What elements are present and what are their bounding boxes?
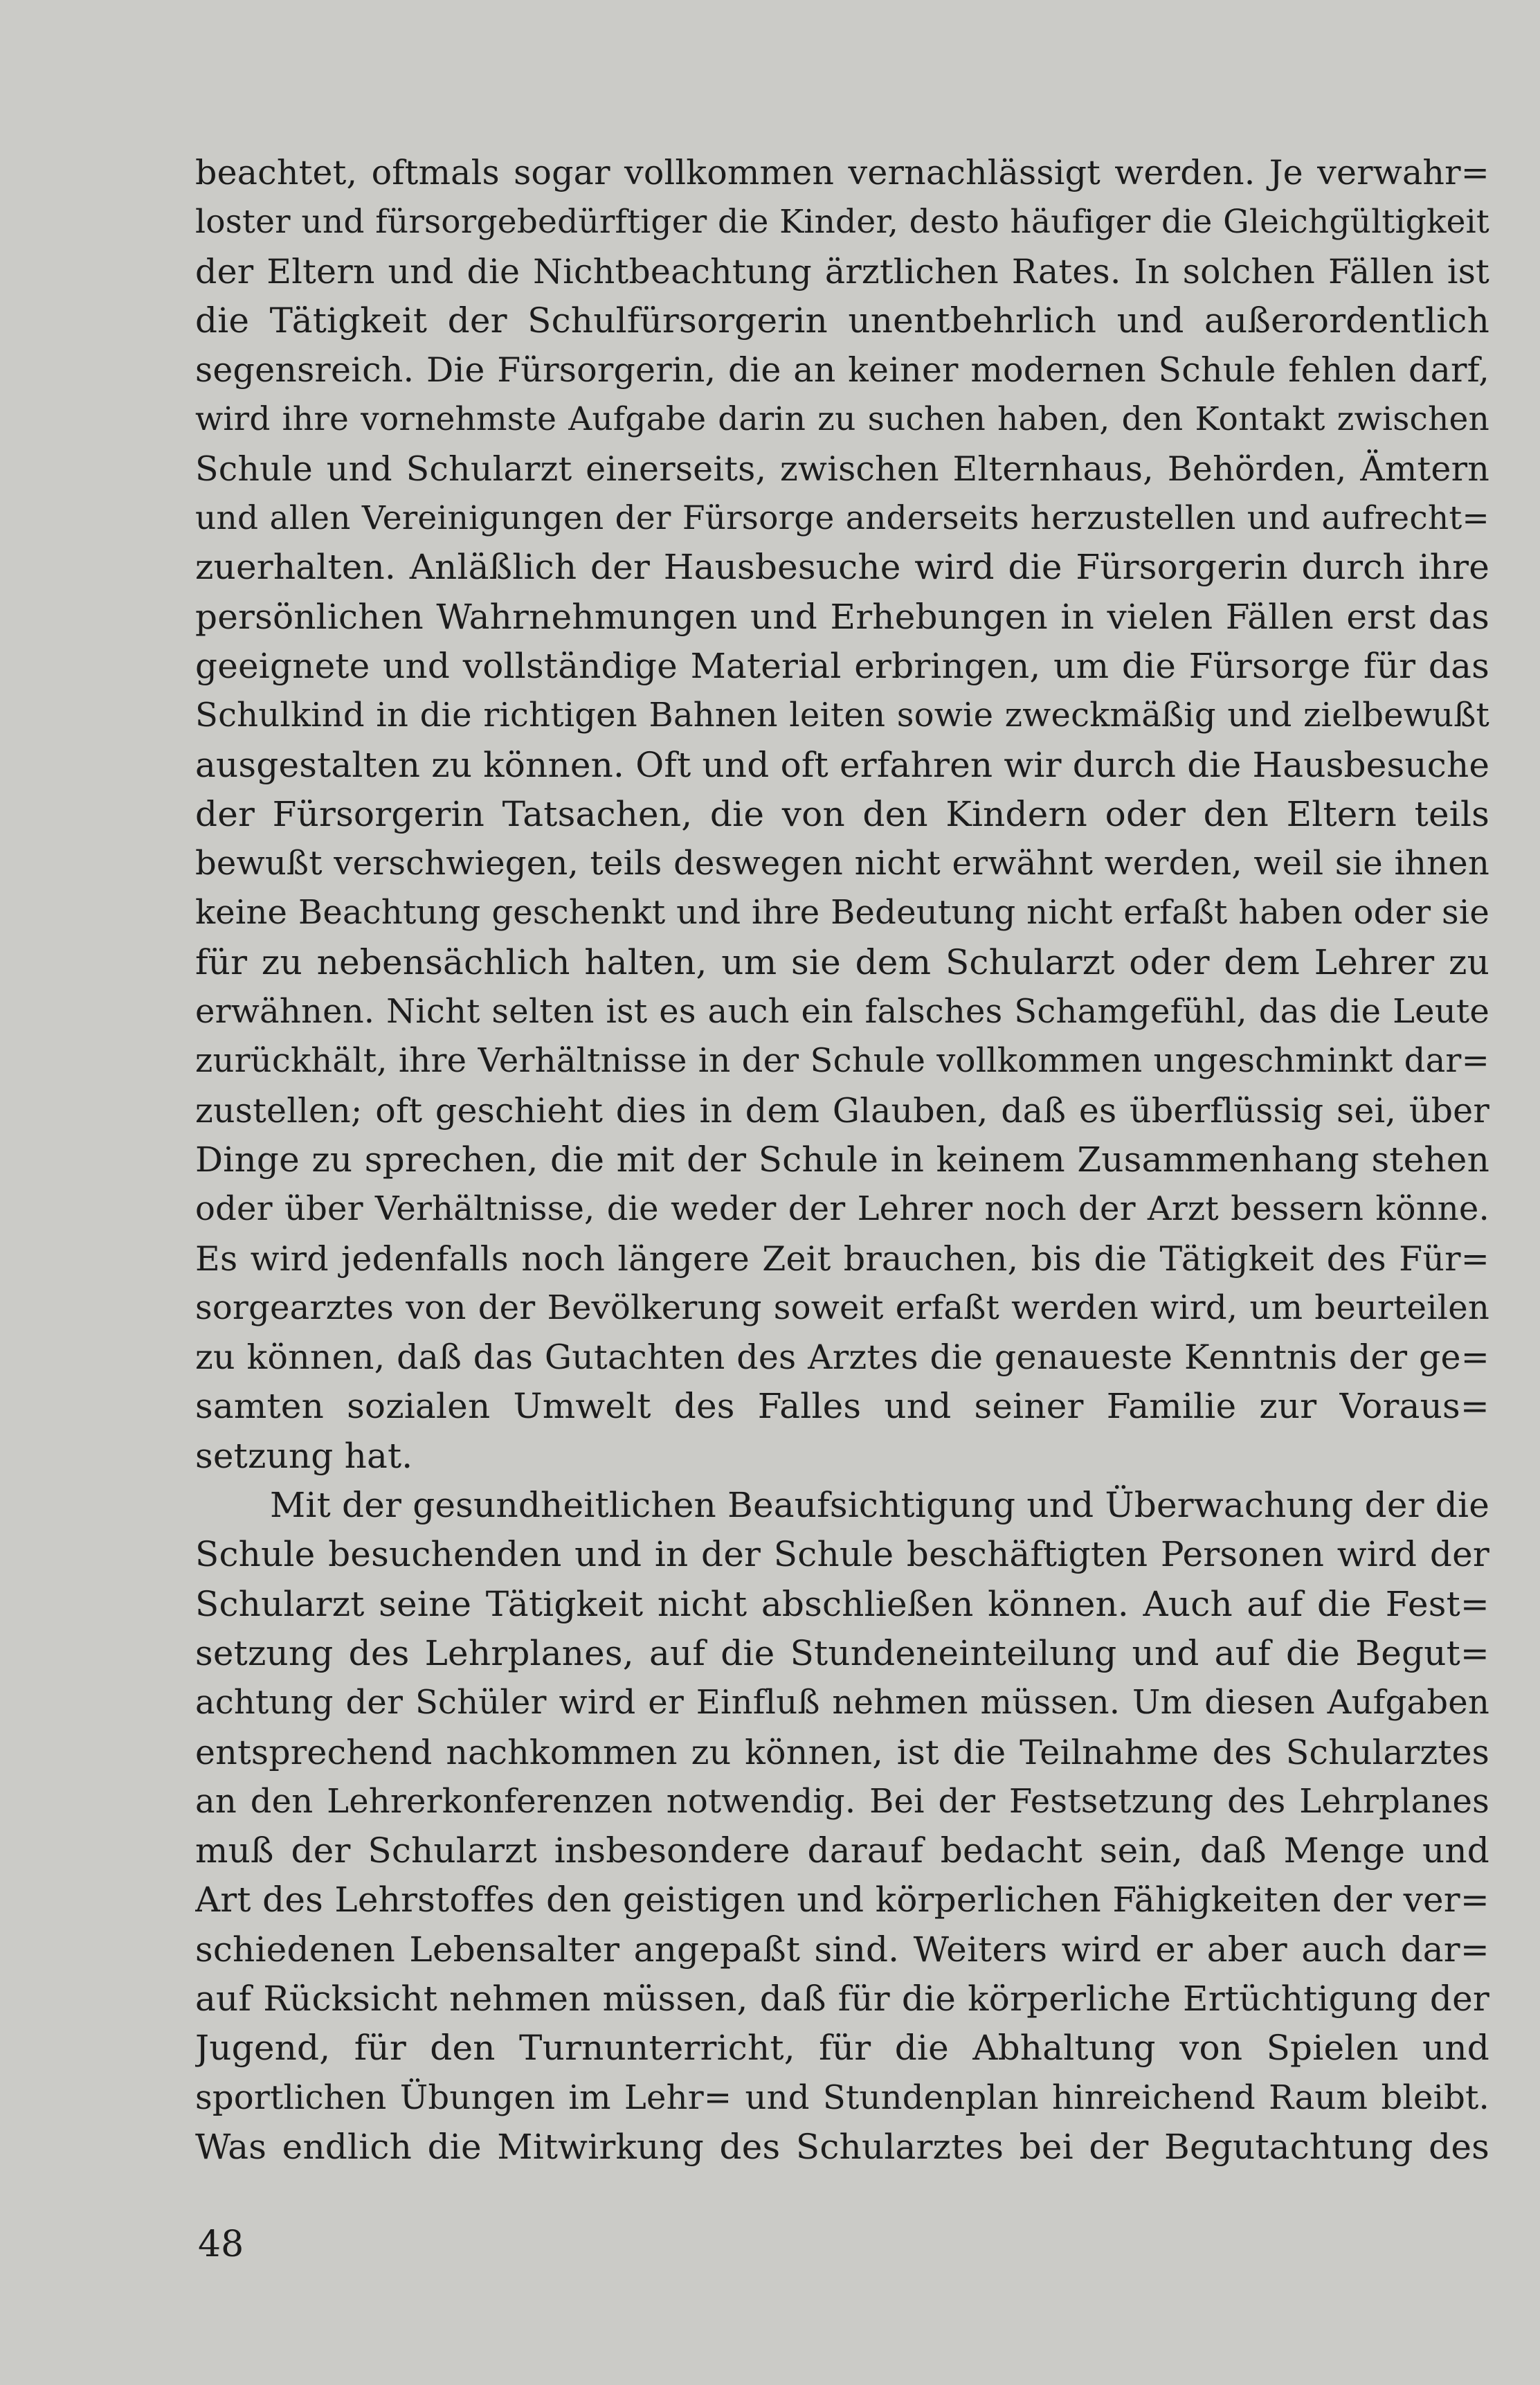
text-line: samten sozialen Umwelt des Falles und seiner Familie zur Voraus= [195, 1386, 1489, 1427]
text-line: und allen Vereinigungen der Fürsorge anderseits herzustellen und aufrecht= [195, 499, 1489, 538]
text-line: schiedenen Lebensalter angepaßt sind. Weiters wird er aber auch dar= [195, 1929, 1489, 1970]
text-line: Schule besuchenden und in der Schule beschäftigten Personen wird der [195, 1534, 1489, 1575]
text-line: Schularzt seine Tätigkeit nicht abschließen können. Auch auf die Fest= [195, 1583, 1489, 1624]
body-text [195, 148, 1489, 2172]
text-line: an den Lehrerkonferenzen notwendig. Bei der Festsetzung des Lehrplanes [195, 1781, 1489, 1821]
text-line: zu können, daß das Gutachten des Arztes die genaueste Kenntnis der ge= [195, 1338, 1489, 1378]
text-line: Schulkind in die richtigen Bahnen leiten sowie zweckmäßig und zielbewußt [195, 696, 1489, 735]
text-line: der Fürsorgerin Tatsachen, die von den Kindern oder den Eltern teils [195, 793, 1489, 834]
paragraph-1 [195, 148, 1489, 1481]
text-line: zurückhält, ihre Verhältnisse in der Schule vollkommen ungeschminkt dar= [195, 1041, 1489, 1081]
text-line: geeignete und vollständige Material erbringen, um die Fürsorge für das [195, 645, 1489, 686]
text-line: für zu nebensächlich halten, um sie dem Schularzt oder dem Lehrer zu [195, 942, 1489, 982]
text-line: keine Beachtung geschenkt und ihre Bedeutung nicht erfaßt haben oder sie [195, 893, 1489, 933]
text-line: entsprechend nachkommen zu können, ist die Teilnahme des Schularztes [195, 1732, 1489, 1772]
text-line: wird ihre vornehmste Aufgabe darin zu suchen haben, den Kontakt zwischen [195, 400, 1489, 439]
text-line: sorgearztes von der Bevölkerung soweit erfaßt werden wird, um beurteilen [195, 1288, 1489, 1327]
text-line: zustellen; oft geschieht dies in dem Glauben, daß es überflüssig sei, über [195, 1090, 1489, 1131]
text-line: die Tätigkeit der Schulfürsorgerin unentbehrlich und außerordentlich [195, 300, 1489, 341]
text-line: Jugend, für den Turnunterricht, für die Abhaltung von Spielen und [195, 2028, 1489, 2069]
text-line: Es wird jedenfalls noch längere Zeit brauchen, bis die Tätigkeit des Für= [195, 1239, 1489, 1279]
text-line: der Eltern und die Nichtbeachtung ärztlichen Rates. In solchen Fällen ist [195, 251, 1489, 291]
text-line: setzung des Lehrplanes, auf die Stundeneinteilung und auf die Begut= [195, 1632, 1489, 1673]
text-line: bewußt verschwiegen, teils deswegen nicht erwähnt werden, weil sie ihnen [195, 844, 1489, 883]
paragraph-2 [195, 1481, 1489, 2172]
text-line: persönlichen Wahrnehmungen und Erhebungen in vielen Fällen erst das [195, 596, 1489, 637]
text-line: achtung der Schüler wird er Einfluß nehmen müssen. Um diesen Aufgaben [195, 1683, 1489, 1722]
text-line: oder über Verhältnisse, die weder der Lehrer noch der Arzt bessern könne. [195, 1189, 1489, 1229]
page-number: 48 [198, 2224, 244, 2265]
text-line: zuerhalten. Anläßlich der Hausbesuche wird die Fürsorgerin durch ihre [195, 547, 1489, 588]
text-line: ausgestalten zu können. Oft und oft erfahren wir durch die Hausbesuche [195, 744, 1489, 785]
text-line: beachtet, oftmals sogar vollkommen vernachlässigt werden. Je verwahr= [195, 153, 1489, 192]
text-line: erwähnen. Nicht selten ist es auch ein falsches Schamgefühl, das die Leute [195, 992, 1489, 1032]
text-line: sportlichen Übungen im Lehr= und Stundenplan hinreichend Raum bleibt. [195, 2078, 1489, 2117]
text-line: Schule und Schularzt einerseits, zwischen Elternhaus, Behörden, Ämtern [195, 449, 1489, 489]
text-line: segensreich. Die Fürsorgerin, die an keiner modernen Schule fehlen darf, [195, 350, 1489, 390]
text-line: Dinge zu sprechen, die mit der Schule in keinem Zusammenhang stehen [195, 1139, 1489, 1180]
text-line: loster und fürsorgebedürftiger die Kinder, desto häufiger die Gleichgültigkeit [195, 203, 1489, 242]
text-line: auf Rücksicht nehmen müssen, daß für die körperliche Ertüchtigung der [195, 1978, 1489, 2019]
text-line: muß der Schularzt insbesondere darauf bedacht sein, daß Menge und [195, 1830, 1489, 1871]
text-line: Art des Lehrstoffes den geistigen und körperlichen Fähigkeiten der ver= [195, 1880, 1489, 1920]
text-line: Was endlich die Mitwirkung des Schularztes bei der Begutachtung des [195, 2126, 1489, 2167]
text-line: Mit der gesundheitlichen Beaufsichtigung und Überwachung der die [270, 1485, 1489, 1526]
text-line: setzung hat. [195, 1435, 413, 1476]
